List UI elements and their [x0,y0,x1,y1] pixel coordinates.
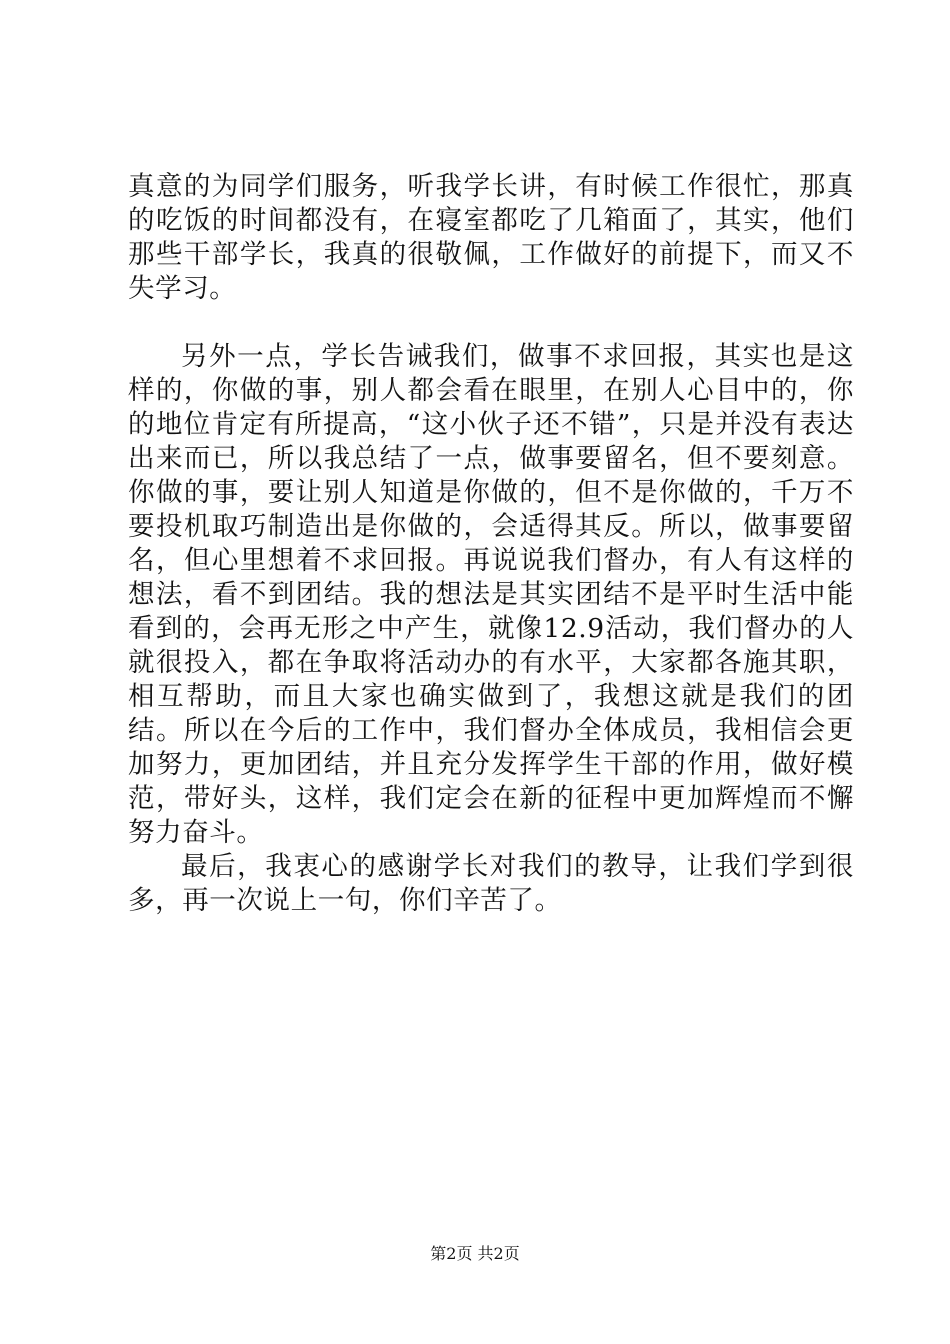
paragraph-3: 最后，我衷心的感谢学长对我们的教导，让我们学到很多，再一次说上一句，你们辛苦了。 [128,851,854,916]
paragraph-gap [128,306,854,340]
paragraph-1: 真意的为同学们服务，听我学长讲，有时候工作很忙，那真的吃饭的时间都没有，在寝室都吃了几箱面了，其实，他们那些干部学长，我真的很敬佩，工作做好的前提下，而又不失学习。 [128,171,854,304]
page-number-footer: 第2页 共2页 [430,1244,520,1263]
document-body [128,170,854,918]
paragraph-2: 另外一点，学长告诫我们，做事不求回报，其实也是这样的，你做的事，别人都会看在眼里，在别人心目中的，你的地位肯定有所提高，“这小伙子还不错”，只是并没有表达出来而已，所以我总结了一点，做事要留名，但不要刻意。你做的事，要让别人知道是你做的，但不是你做的，千万不要投机取巧制造出是你做的，会适得其反。所以，做事要留名，但心里想着不求回报。再说说我们督办，有人有这样的想法，看不到团结。我的想法是其实团结不是平时生活中能看到的，会再无形之中产生，就像12.9活动，我们督办的人就很投入，都在争取将活动办的有水平，大家都各施其职，相互帮助，而且大家也确实做到了，我想这就是我们的团结。所以在今后的工作中，我们督办全体成员，我相信会更加努力，更加团结，并且充分发挥学生干部的作用，做好模范，带好头，这样，我们定会在新的征程中更加辉煌而不懈努力奋斗。 [128,341,854,848]
